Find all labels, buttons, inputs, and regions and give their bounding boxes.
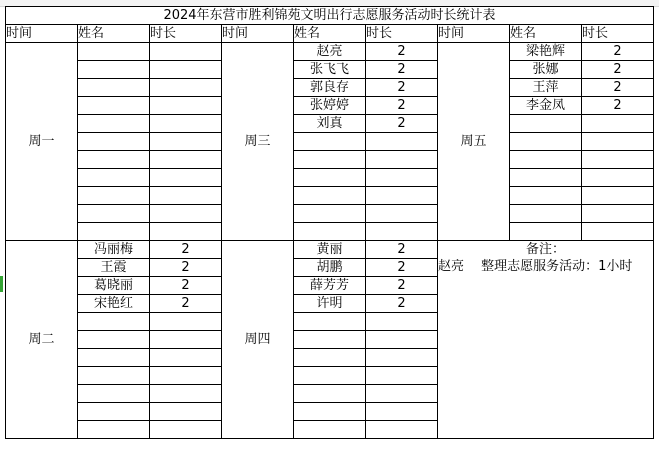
hours-cell[interactable] bbox=[582, 169, 654, 187]
table-row bbox=[6, 97, 654, 115]
name-cell[interactable] bbox=[78, 115, 150, 133]
name-cell[interactable] bbox=[78, 169, 150, 187]
hours-cell[interactable]: 2 bbox=[150, 295, 222, 313]
name-cell[interactable]: 刘真 bbox=[294, 115, 366, 133]
name-cell[interactable] bbox=[78, 349, 150, 367]
table-row bbox=[6, 241, 654, 259]
hours-cell[interactable] bbox=[582, 187, 654, 205]
hours-cell[interactable] bbox=[582, 133, 654, 151]
hours-cell[interactable] bbox=[366, 223, 438, 241]
name-cell[interactable] bbox=[294, 223, 366, 241]
name-cell[interactable]: 薛芳芳 bbox=[294, 277, 366, 295]
hours-cell[interactable] bbox=[150, 331, 222, 349]
hours-cell[interactable]: 2 bbox=[150, 241, 222, 259]
name-cell[interactable] bbox=[294, 187, 366, 205]
name-cell[interactable] bbox=[294, 169, 366, 187]
hours-cell[interactable] bbox=[150, 223, 222, 241]
header-name[interactable]: 姓名 bbox=[510, 25, 582, 43]
remarks-body: 赵亮 整理志愿服务活动：1小时 bbox=[438, 259, 633, 274]
table-row bbox=[6, 169, 654, 187]
hours-cell[interactable]: 2 bbox=[582, 97, 654, 115]
name-cell[interactable] bbox=[510, 151, 582, 169]
hours-cell[interactable] bbox=[150, 151, 222, 169]
hours-cell[interactable]: 2 bbox=[366, 295, 438, 313]
hours-cell[interactable] bbox=[366, 331, 438, 349]
hours-cell[interactable] bbox=[366, 349, 438, 367]
hours-cell[interactable] bbox=[150, 385, 222, 403]
name-cell[interactable] bbox=[78, 151, 150, 169]
name-cell[interactable]: 郭良存 bbox=[294, 79, 366, 97]
hours-cell[interactable] bbox=[150, 421, 222, 439]
name-cell[interactable]: 冯丽梅 bbox=[78, 241, 150, 259]
hours-cell[interactable] bbox=[150, 169, 222, 187]
table-row bbox=[6, 187, 654, 205]
hours-cell[interactable] bbox=[150, 403, 222, 421]
header-name[interactable]: 姓名 bbox=[78, 25, 150, 43]
hours-cell[interactable] bbox=[150, 367, 222, 385]
name-cell[interactable] bbox=[510, 169, 582, 187]
name-cell[interactable] bbox=[294, 151, 366, 169]
name-cell[interactable]: 李金凤 bbox=[510, 97, 582, 115]
remarks-cell[interactable] bbox=[438, 241, 654, 439]
name-cell[interactable]: 张娜 bbox=[510, 61, 582, 79]
table-row bbox=[6, 205, 654, 223]
name-cell[interactable]: 张飞飞 bbox=[294, 61, 366, 79]
row-selection-indicator bbox=[0, 276, 3, 292]
name-cell[interactable] bbox=[78, 313, 150, 331]
name-cell[interactable] bbox=[294, 403, 366, 421]
name-cell[interactable] bbox=[294, 205, 366, 223]
name-cell[interactable] bbox=[510, 133, 582, 151]
name-cell[interactable] bbox=[510, 115, 582, 133]
table-row bbox=[6, 133, 654, 151]
name-cell[interactable]: 葛晓丽 bbox=[78, 277, 150, 295]
hours-cell[interactable]: 2 bbox=[366, 259, 438, 277]
remarks-title: 备注： bbox=[525, 242, 565, 257]
hours-cell[interactable] bbox=[366, 385, 438, 403]
header-time[interactable]: 时间 bbox=[6, 25, 78, 43]
hours-cell[interactable] bbox=[150, 133, 222, 151]
hours-cell[interactable]: 2 bbox=[582, 79, 654, 97]
header-time[interactable]: 时间 bbox=[222, 25, 294, 43]
title-row bbox=[6, 7, 654, 25]
name-cell[interactable] bbox=[78, 97, 150, 115]
hours-cell[interactable]: 2 bbox=[366, 79, 438, 97]
hours-cell[interactable] bbox=[366, 313, 438, 331]
name-cell[interactable] bbox=[294, 331, 366, 349]
hours-cell[interactable] bbox=[150, 187, 222, 205]
hours-cell[interactable] bbox=[582, 115, 654, 133]
day-cell-thu[interactable]: 周四 bbox=[222, 241, 294, 439]
hours-cell[interactable] bbox=[582, 151, 654, 169]
name-cell[interactable] bbox=[78, 205, 150, 223]
hours-cell[interactable]: 2 bbox=[150, 259, 222, 277]
name-cell[interactable]: 胡鹏 bbox=[294, 259, 366, 277]
header-hours[interactable]: 时长 bbox=[582, 25, 654, 43]
name-cell[interactable] bbox=[294, 385, 366, 403]
hours-cell[interactable] bbox=[366, 151, 438, 169]
hours-cell[interactable] bbox=[366, 133, 438, 151]
hours-cell[interactable] bbox=[150, 79, 222, 97]
hours-cell[interactable]: 2 bbox=[150, 277, 222, 295]
table-row bbox=[6, 151, 654, 169]
name-cell[interactable] bbox=[78, 133, 150, 151]
hours-cell[interactable] bbox=[582, 205, 654, 223]
table-row bbox=[6, 79, 654, 97]
name-cell[interactable] bbox=[78, 43, 150, 61]
sheet-title[interactable]: 2024年东营市胜利锦苑文明出行志愿服务活动时长统计表 bbox=[6, 7, 654, 25]
name-cell[interactable]: 赵亮 bbox=[294, 43, 366, 61]
name-cell[interactable] bbox=[294, 133, 366, 151]
day-cell-mon[interactable]: 周一 bbox=[6, 43, 78, 241]
header-name[interactable]: 姓名 bbox=[294, 25, 366, 43]
name-cell[interactable] bbox=[78, 61, 150, 79]
name-cell[interactable] bbox=[78, 223, 150, 241]
name-cell[interactable] bbox=[78, 403, 150, 421]
name-cell[interactable] bbox=[78, 367, 150, 385]
name-cell[interactable]: 黄丽 bbox=[294, 241, 366, 259]
hours-cell[interactable] bbox=[366, 169, 438, 187]
day-cell-wed[interactable]: 周三 bbox=[222, 43, 294, 241]
hours-cell[interactable] bbox=[150, 205, 222, 223]
name-cell[interactable] bbox=[510, 187, 582, 205]
header-hours[interactable]: 时长 bbox=[366, 25, 438, 43]
name-cell[interactable] bbox=[78, 385, 150, 403]
table-row bbox=[6, 43, 654, 61]
hours-cell[interactable] bbox=[582, 223, 654, 241]
hours-cell[interactable] bbox=[150, 61, 222, 79]
volunteer-hours-table bbox=[5, 6, 654, 439]
hours-cell[interactable]: 2 bbox=[366, 43, 438, 61]
hours-cell[interactable] bbox=[150, 115, 222, 133]
header-hours[interactable]: 时长 bbox=[150, 25, 222, 43]
name-cell[interactable]: 梁艳辉 bbox=[510, 43, 582, 61]
hours-cell[interactable] bbox=[366, 403, 438, 421]
hours-cell[interactable] bbox=[150, 43, 222, 61]
day-cell-fri[interactable]: 周五 bbox=[438, 43, 510, 241]
name-cell[interactable] bbox=[510, 223, 582, 241]
hours-cell[interactable] bbox=[150, 349, 222, 367]
header-row bbox=[6, 25, 654, 43]
hours-cell[interactable] bbox=[150, 313, 222, 331]
hours-cell[interactable] bbox=[366, 187, 438, 205]
hours-cell[interactable]: 2 bbox=[366, 277, 438, 295]
name-cell[interactable] bbox=[78, 187, 150, 205]
hours-cell[interactable] bbox=[366, 205, 438, 223]
header-time[interactable]: 时间 bbox=[438, 25, 510, 43]
name-cell[interactable] bbox=[294, 313, 366, 331]
hours-cell[interactable]: 2 bbox=[582, 61, 654, 79]
name-cell[interactable] bbox=[510, 205, 582, 223]
name-cell[interactable] bbox=[78, 331, 150, 349]
name-cell[interactable] bbox=[78, 79, 150, 97]
hours-cell[interactable] bbox=[150, 97, 222, 115]
hours-cell[interactable] bbox=[366, 367, 438, 385]
name-cell[interactable]: 王霞 bbox=[78, 259, 150, 277]
name-cell[interactable] bbox=[294, 367, 366, 385]
table-row bbox=[6, 223, 654, 241]
name-cell[interactable] bbox=[78, 421, 150, 439]
table-row bbox=[6, 115, 654, 133]
hours-cell[interactable]: 2 bbox=[366, 97, 438, 115]
table-row bbox=[6, 61, 654, 79]
hours-cell[interactable]: 2 bbox=[582, 43, 654, 61]
name-cell[interactable] bbox=[294, 421, 366, 439]
hours-cell[interactable]: 2 bbox=[366, 115, 438, 133]
hours-cell[interactable] bbox=[366, 421, 438, 439]
hours-cell[interactable]: 2 bbox=[366, 61, 438, 79]
day-cell-tue[interactable]: 周二 bbox=[6, 241, 78, 439]
name-cell[interactable]: 宋艳红 bbox=[78, 295, 150, 313]
hours-cell[interactable]: 2 bbox=[366, 241, 438, 259]
name-cell[interactable]: 张婷婷 bbox=[294, 97, 366, 115]
name-cell[interactable]: 王萍 bbox=[510, 79, 582, 97]
name-cell[interactable]: 许明 bbox=[294, 295, 366, 313]
name-cell[interactable] bbox=[294, 349, 366, 367]
